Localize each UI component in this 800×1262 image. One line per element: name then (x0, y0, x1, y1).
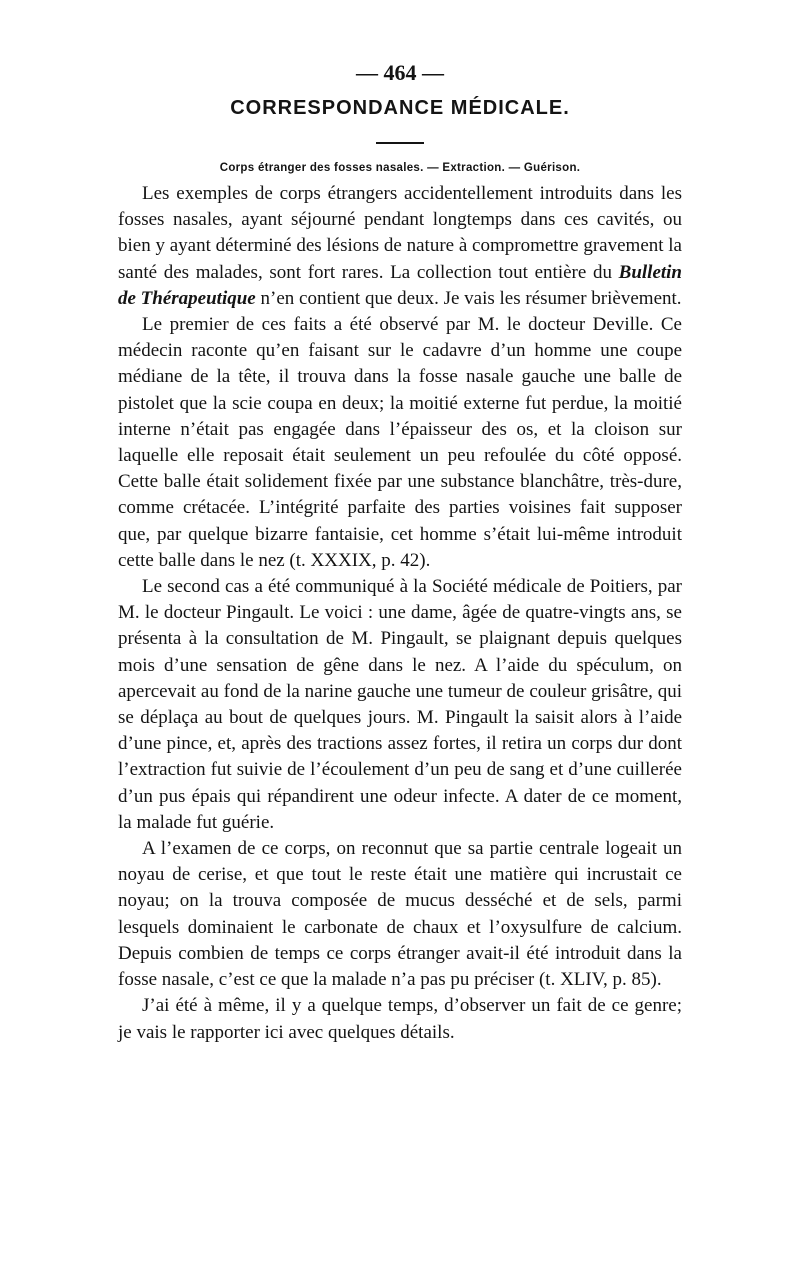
title-divider (376, 142, 424, 144)
paragraph-2 (118, 312, 682, 574)
paragraph-1-text-end: n’en contient que deux. Je vais les résumer brièvement. (255, 287, 682, 309)
paragraph-5 (118, 993, 682, 1045)
journal-title: Bulletin de Thérapeutique (118, 261, 682, 309)
paragraph-2-text: Le premier de ces faits a été observé par M. le docteur Deville. Ce médecin raconte qu’en faisant sur le cadavre d’un homme une coupe médiane de la tête, il trouva dans la fosse nasale gauche une balle de pistolet que la scie coupa en deux; la moitié externe fut perdue, la moitié interne n’était pas engagée dans l’épaisseur des os, et la cloison sur laquelle elle reposait était seulement un peu refoulée du côté opposé. Cette balle était solidement fixée par une substance blanchâtre, très-dure, comme crétacée. L’intégrité parfaite des parties voisines fait supposer que, par quelque bizarre fantaisie, cet homme s’était lui-même introduit cette balle dans le nez (t. XXXIX, p. 42). (118, 314, 682, 571)
page-number: — 464 — (356, 60, 444, 85)
paragraph-3 (118, 574, 682, 836)
paragraph-4-text: A l’examen de ce corps, on reconnut que sa partie centrale logeait un noyau de cerise, et que tout le reste était une matière qui incrustait ce noyau; on la trouva composée de mucus desséché et de sels, parmi lesquels dominaient le carbonate de chaux et l’oxysulfure de calcium. Depuis combien de temps ce corps étranger avait-il été introduit dans la fosse nasale, c’est ce que la malade n’a pas pu préciser (t. XLIV, p. 85). (118, 838, 682, 991)
paragraph-3-text: Le second cas a été communiqué à la Société médicale de Poitiers, par M. le docteur Pingault. Le voici : une dame, âgée de quatre-vingts ans, se présenta à la consultation de M. Pingault, se plaignant depuis quelques mois d’une sensation de gêne dans le nez. A l’aide du spéculum, on apercevait au fond de la narine gauche une tumeur de couleur grisâtre, qui se déplaça au bout de quelques jours. M. Pingault la saisit alors à l’aide d’une pince, et, après des tractions assez fortes, il retira un corps dur dont l’extraction fut suivie de l’écoulement d’un peu de sang et d’une cuillerée d’un pus épais qui répandirent une odeur infecte. A dater de ce moment, la malade fut guérie. (118, 576, 682, 833)
paragraph-4 (118, 836, 682, 993)
paragraph-1-text: Les exemples de corps étrangers accidentellement introduits dans les fosses nasales, ayant séjourné pendant longtemps dans ces cavités, ou bien y ayant déterminé des lésions de nature à compromettre gravement la santé des malades, sont fort rares. La collection tout entière du (118, 183, 682, 283)
book-page (118, 58, 682, 1046)
paragraph-5-text: J’ai été à même, il y a quelque temps, d’observer un fait de ce genre; je vais le rapporter ici avec quelques détails. (118, 995, 682, 1043)
article-heading: Corps étranger des fosses nasales. — Extraction. — Guérison. (219, 162, 581, 174)
paragraph-1 (118, 181, 682, 312)
section-title: CORRESPONDANCE MÉDICALE. (230, 97, 570, 119)
